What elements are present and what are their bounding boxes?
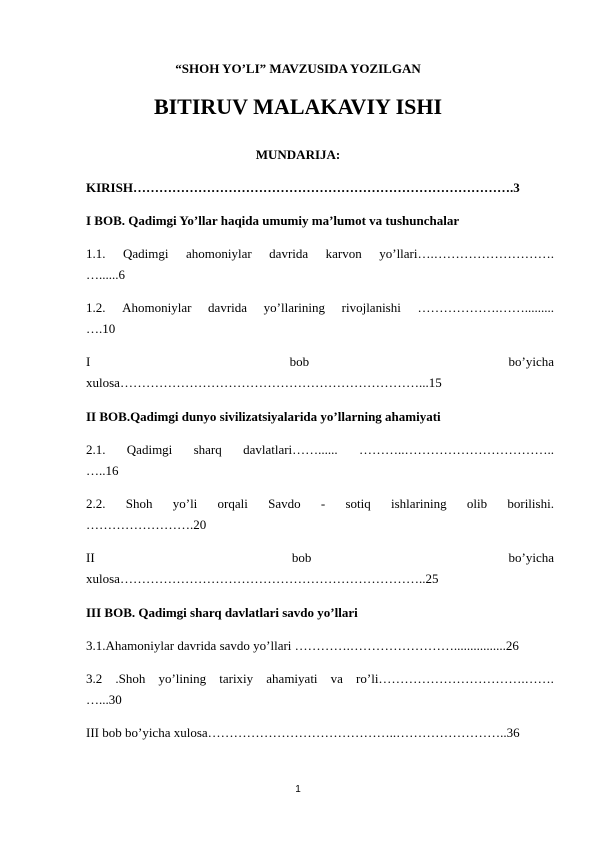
toc-entry-2-1 — [86, 442, 554, 458]
word: 1.1. — [86, 246, 106, 261]
word: Savdo — [268, 496, 301, 511]
toc-entry-1-1 — [86, 246, 554, 262]
toc-chapter-2-summary-page: xulosa……………………………………………………………..25 — [86, 571, 439, 586]
word: rivojlanishi — [341, 300, 401, 315]
toc-entry-2-1-page: …..16 — [86, 463, 119, 478]
word: bob — [289, 354, 310, 369]
word: tarixiy — [219, 671, 254, 686]
toc-chapter-3-summary: III bob bo’yicha xulosa……………………………………..……………………..36 — [86, 725, 520, 740]
word: - — [320, 496, 326, 511]
toc-chapter-3: III BOB. Qadimgi sharq davlatlari savdo yo’llari — [86, 605, 358, 620]
word: 2.2. — [86, 496, 106, 511]
word: davlatlari……...... — [243, 442, 338, 457]
toc-chapter-2: II BOB.Qadimgi dunyo sivilizatsiyalarida yo’llarning ahamiyati — [86, 409, 441, 424]
word: olib — [466, 496, 488, 511]
toc-chapter-1: I BOB. Qadimgi Yo’llar haqida umumiy ma’lumot va tushunchalar — [86, 213, 460, 228]
word: Qadimgi — [122, 246, 169, 261]
word: Qadimgi — [126, 442, 173, 457]
page-number: 1 — [295, 784, 301, 795]
word: Ahomoniylar — [122, 300, 192, 315]
word: karvon — [325, 246, 362, 261]
word: ahamiyati — [266, 671, 318, 686]
document-title: BITIRUV MALAKAVIY ISHI — [153, 94, 443, 119]
word: II — [86, 550, 95, 565]
toc-entry-1-2-page: ….10 — [86, 321, 116, 336]
toc-chapter-1-summary-page: xulosa……………………………………………………………...15 — [86, 375, 442, 390]
word: bo’yicha — [508, 550, 554, 565]
word: sharq — [193, 442, 222, 457]
word: I — [86, 354, 91, 369]
word: sotiq — [345, 496, 371, 511]
word: orqali — [217, 496, 248, 511]
toc-chapter-1-summary — [86, 354, 554, 370]
toc-entry-3-2-page: …...30 — [86, 692, 122, 707]
toc-entry-1-2 — [86, 300, 554, 316]
toc-entry-1-1-page: …......6 — [86, 267, 125, 282]
word: yo’llarining — [263, 300, 326, 315]
word: borilishi. — [507, 496, 554, 511]
word: ……………….……......... — [417, 300, 554, 315]
word: ishlarining — [391, 496, 447, 511]
word: 2.1. — [86, 442, 106, 457]
word: yo’li — [172, 496, 198, 511]
toc-entry-3-1: 3.1.Ahamoniylar davrida savdo yo’llari ………….……………………................26 — [86, 638, 519, 653]
word: davrida — [269, 246, 309, 261]
word: .Shoh — [115, 671, 146, 686]
word: bo’yicha — [508, 354, 554, 369]
topic-line: “SHOH YO’LI” MAVZUSIDA YOZILGAN — [175, 61, 421, 76]
word: ………..…………………………….. — [358, 442, 554, 457]
word: 1.2. — [86, 300, 106, 315]
word: davrida — [208, 300, 248, 315]
word: 3.2 — [86, 671, 103, 686]
toc-entry-kirish: KIRISH…………………………………………………………………………….3 — [86, 180, 520, 195]
toc-entry-2-2-page: …………………….20 — [86, 517, 207, 532]
word: bob — [291, 550, 312, 565]
toc-chapter-2-summary — [86, 550, 554, 566]
word: ro’li…………………………….……. — [356, 671, 554, 686]
word: Shoh — [125, 496, 153, 511]
word: ahomoniylar — [185, 246, 252, 261]
word: va — [330, 671, 343, 686]
toc-entry-3-2 — [86, 671, 554, 687]
word: yo’llari….………………………. — [379, 246, 554, 261]
contents-heading: MUNDARIJA: — [255, 147, 341, 162]
toc-entry-2-2 — [86, 496, 554, 512]
word: yo’lining — [158, 671, 207, 686]
